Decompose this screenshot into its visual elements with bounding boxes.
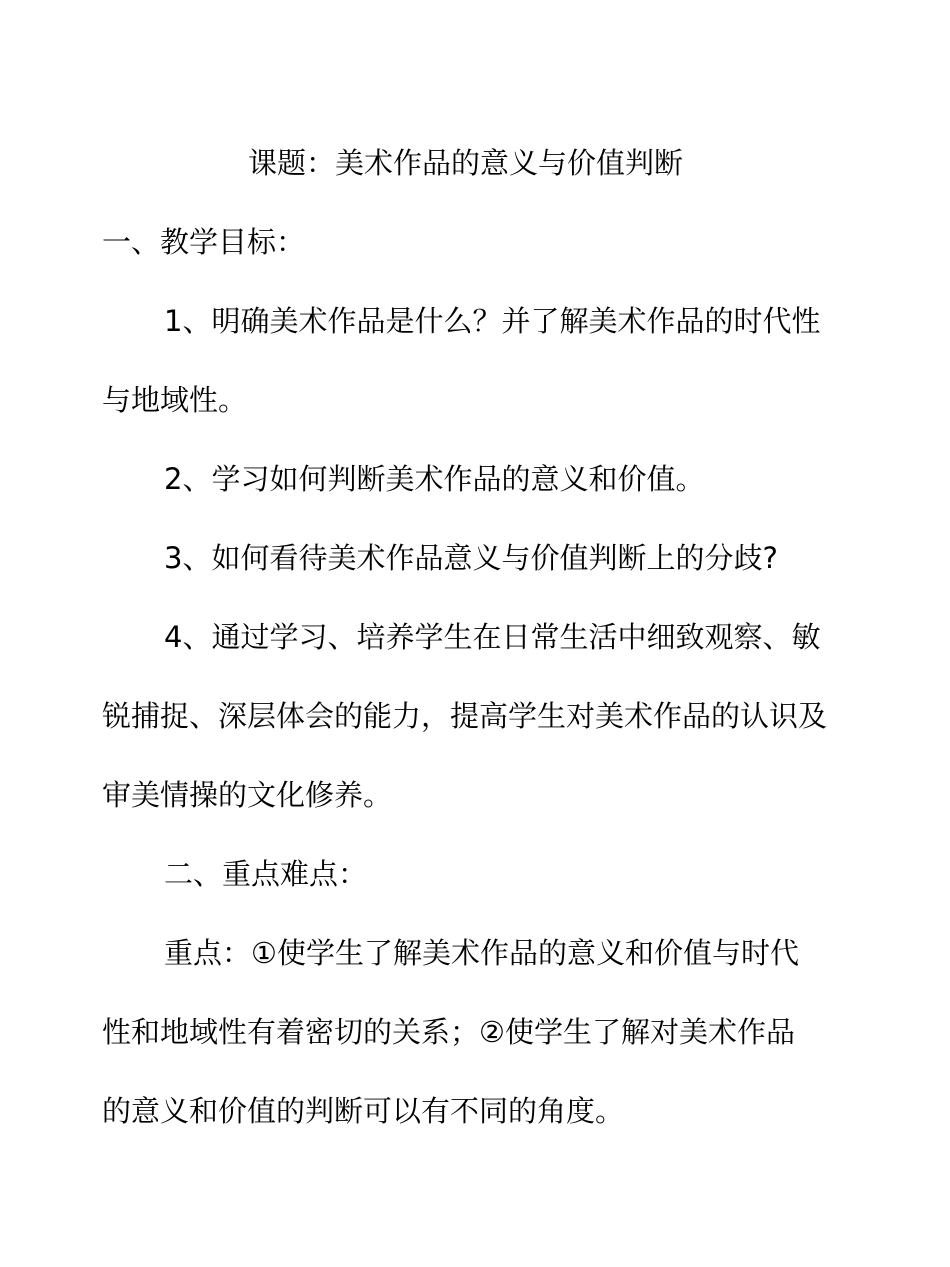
goal-item-1-line-1: 1、明确美术作品是什么？并了解美术作品的时代性	[164, 304, 821, 338]
focus-line-2: 性和地域性有着密切的关系；②使学生了解对美术作品	[102, 1015, 795, 1049]
goal-item-4-line-3: 审美情操的文化修养。	[102, 778, 393, 812]
goal-item-2: 2、学习如何判断美术作品的意义和价值。	[164, 462, 705, 496]
page-title: 课题：美术作品的意义与价值判断	[248, 146, 684, 180]
goal-item-1-line-2: 与地域性。	[102, 383, 248, 417]
goal-item-3: 3、如何看待美术作品意义与价值判断上的分歧?	[164, 541, 778, 575]
goal-item-4-line-1: 4、通过学习、培养学生在日常生活中细致观察、敏	[164, 620, 821, 654]
section-heading-teaching-goals: 一、教学目标：	[102, 225, 306, 259]
goal-item-4-line-2: 锐捕捉、深层体会的能力，提高学生对美术作品的认识及	[102, 699, 828, 733]
focus-line-3: 的意义和价值的判断可以有不同的角度。	[102, 1094, 625, 1128]
section-heading-key-points: 二、重点难点：	[164, 857, 368, 891]
focus-line-1: 重点：①使学生了解美术作品的意义和价值与时代	[164, 936, 799, 970]
